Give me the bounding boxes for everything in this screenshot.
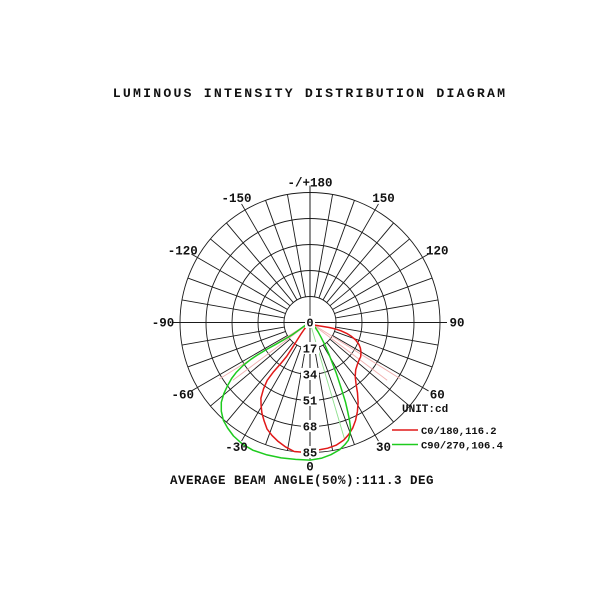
average-beam-angle-caption: AVERAGE BEAM ANGLE(50%):111.3 DEG: [169, 474, 435, 488]
angle-label: 0: [306, 460, 314, 475]
grid-spoke: [319, 347, 355, 445]
angle-label: -90: [151, 316, 175, 331]
grid-spoke: [182, 327, 284, 345]
angle-label: 30: [375, 441, 392, 456]
angle-label: -60: [171, 388, 194, 403]
legend: [392, 404, 503, 452]
ring-value-label: 68: [302, 420, 318, 435]
angle-label: -30: [225, 441, 248, 456]
legend-series-label: C90/270,106.4: [421, 440, 503, 453]
grid-spoke: [334, 331, 432, 367]
grid-spoke: [336, 300, 438, 318]
angle-label: 120: [426, 244, 449, 259]
angle-label: -120: [167, 244, 198, 259]
ring-value-label: 17: [302, 342, 318, 357]
grid-spoke: [182, 300, 284, 318]
grid-spoke: [319, 200, 355, 298]
grid-spoke: [334, 278, 432, 314]
ring-value-label: 34: [302, 368, 318, 383]
angle-label: 60: [429, 388, 445, 403]
grid-tick: [423, 388, 429, 391]
ring-value-label: 51: [302, 394, 318, 409]
ring-value-label: 85: [302, 446, 318, 461]
grid-spoke: [266, 200, 302, 298]
grid-spoke: [315, 194, 333, 296]
grid-spoke: [188, 331, 286, 367]
angle-label: 90: [449, 316, 465, 331]
beam-angle-line: [310, 323, 387, 381]
ring-value-label: 0: [306, 316, 314, 331]
legend-unit-label: UNIT:cd: [402, 404, 449, 416]
angle-label: -/+180: [287, 176, 333, 191]
grid-tick: [375, 435, 378, 441]
grid-tick: [242, 435, 245, 441]
grid-spoke: [188, 278, 286, 314]
diagram-title: LUMINOUS INTENSITY DISTRIBUTION DIAGRAM: [112, 86, 508, 101]
grid-spoke: [287, 194, 305, 296]
angle-label: -150: [221, 191, 252, 206]
angle-label: 150: [372, 191, 395, 206]
legend-series-label: C0/180,116.2: [421, 425, 497, 438]
